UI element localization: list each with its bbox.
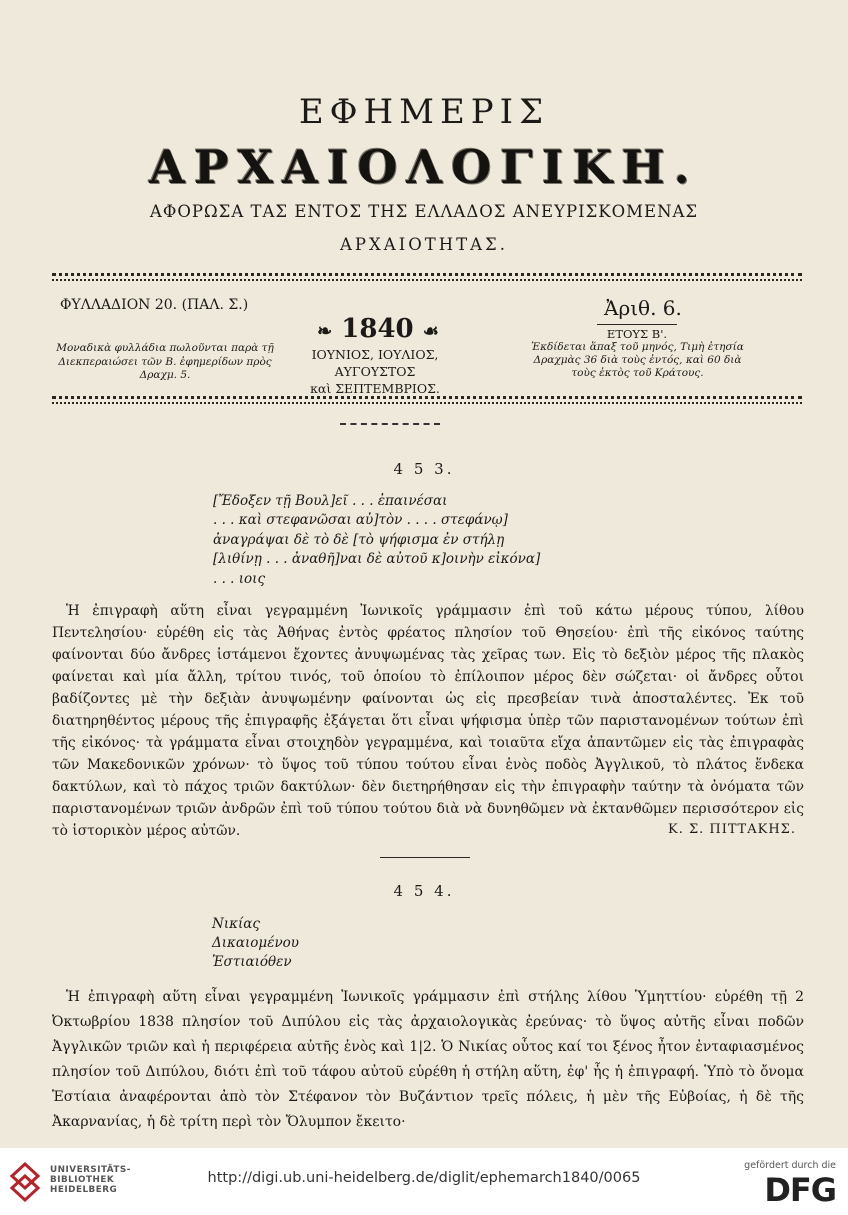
commentary-453-text: Ἡ ἐπιγραφὴ αὕτη εἶναι γεγραμμένη Ἰωνικοῖς γράμμασιν ἐπὶ τοῦ κάτω μέρους τύπου, λίθου Πεντελησίου· εὑρέθη εἰς τὰς Ἀθήνας ἐντὸς φρέατος πλησίον τοῦ Θησείου· ἐπὶ τῆς εἰκόνος ταύτης φαίνονται δύο ἄνδρες ἱστάμενοι ἔχοντες ἀνυψωμένας τὰς χεῖρας των. Εἰς τὸ δεξιὸν μέρος τῆς πλακὸς φαίνεται καὶ μία ἄλλη, τρίτου τινός, τοῦ ὁποίου τὸ ἐπίλοιπον μέρος δὲν σώζεται· οἱ ἄνδρες οὗτοι βαδίζοντες μὲ τὴν δεξιὰν ἀνυψωμένην φαίνονται ὡς εἰς πρεσβείαν τινὰ ἀποσταλέντες. Ἐκ τοῦ διατηρηθέντος μέρους τῆς ἐπιγραφῆς ἐξάγεται ὅτι εἶναι ψήφισμα ὑπὲρ τῶν παριστανομένων τούτων ἐπὶ τῆς εἰκόνος· τὰ γράμματα εἶναι στοιχηδὸν γεγραμμένα, καὶ τοιαῦτα εἴχα ἀπαντῶμεν εἰς τὰς ἐπιγραφὰς τῶν Μακεδονικῶν χρόνων· τὸ ὕψος τοῦ τύπου τούτου εἶναι ἑνὸς ποδὸς Ἀγγλικοῦ, τὸ πλάτος ἕνδεκα δακτύλων, καὶ τὸ πάχος τριῶν δακτύλων· δὲν διετηρήθησαν εἰς τὴν ἐπιγραφὴν ταύτην τὰ ὀνόματα τῶν παριστανομένων τριῶν ἀνδρῶν ἐπὶ τοῦ τύπου τούτου διὰ νὰ δυνηθῶμεν νὰ ἐκτανθῶμεν περισσότερον εἰς τὸ ἱστορικὸν μέρος αὐτῶν. [52, 603, 804, 839]
inscription-line: [λιθίνῃ . . . ἀναθῆ]ναι δὲ αὐτοῦ κ]οινὴν εἰκόνα] [213, 551, 541, 568]
issue-number: Ἀριθ. 6. [604, 296, 682, 320]
ornamental-rule [340, 423, 440, 429]
dotted-divider-bottom [52, 396, 802, 399]
inscription-453 [213, 492, 540, 589]
right-ornament-icon: ☙ [422, 321, 439, 342]
dotted-divider-bottom-2 [52, 402, 802, 404]
inscription-line: [Ἔδοξεν τῇ Βουλ]εῖ . . . ἐπαινέσαι [213, 493, 448, 509]
library-name-line: HEIDELBERG [50, 1185, 118, 1195]
viewer-footer [0, 1148, 848, 1215]
dotted-divider-top [52, 273, 802, 276]
permalink-url[interactable]: http://digi.ub.uni-heidelberg.de/diglit/ephemarch1840/0065 [207, 1170, 641, 1186]
inscription-name: Νικίας [212, 916, 260, 932]
commentary-454-text: Ἡ ἐπιγραφὴ αὕτη εἶναι γεγραμμένη Ἰωνικοῖς γράμμασιν ἐπὶ στήλης λίθου Ὑμηττίου· εὑρέθη τῇ 2 Ὀκτωβρίου 1838 πλησίον τοῦ Διπύλου εἰς τὰς ἀρχαιολογικὰς ἐρεύνας· τὸ ὕψος αὐτῆς εἶναι ποδῶν Ἀγγλικῶν τριῶν καὶ ἡ περιφέρεια αὐτῆς ἑνὸς καὶ 1|2. Ὁ Νικίας οὗτος καί τοι ξένος ἦτον ἐνταφιασμένος πλησίον τοῦ Διπύλου, διότι ἐπὶ τοῦ τάφου αὐτοῦ εὑρέθη ἡ στήλη αὕτη, ἐφ' ἧς ἡ ἐπιγραφή. Ὑπὸ τὸ ὄνομα Ἑστίαια ἀναφέρονται ἀπὸ τὸν Στέφανον τὸν Βυζάντιον τρεῖς πόλεις, ἡ μὲν τῆς Εὐβοίας, ἡ δὲ τῆς Ἀκαρνανίας, ἡ δὲ τρίτη περὶ τὸν Ὄλυμπον ἔκειτο· [52, 989, 804, 1130]
year-of-publication: ΕΤΟΥΣ Β'. [597, 324, 677, 341]
inscription-line: . . . ιοις [213, 570, 266, 587]
masthead-line-1: ΑΦΟΡΩΣΑ ΤΑΣ ΕΝΤΟΣ ΤΗΣ ΕΛΛΑΔΟΣ ΑΝΕΥΡΙΣΚΟΜΕΝΑΣ [149, 202, 699, 221]
year: 1840 [341, 314, 414, 344]
section-number-453: 4 5 3. [393, 460, 455, 478]
inscription-name: Δικαιομένου [212, 935, 299, 951]
commentary-453 [52, 600, 804, 842]
inscription-line: . . . καὶ στεφανῶσαι αὐ]τὸν . . . . στεφάνῳ] [213, 512, 508, 529]
fylladion-label: ΦΥΛΛΑΔΙΟΝ 20. (ΠΑΛ. Σ.) [60, 297, 249, 313]
inscription-454 [212, 915, 299, 972]
right-note: Ἐκδίδεται ἅπαξ τοῦ μηνός, Τιμὴ ἐτησία Δραχμὰς 36 διὰ τοὺς ἐντός, καὶ 60 διὰ τοὺς ἐκτὸς τοῦ Κράτους. [531, 341, 744, 379]
dotted-divider-top-2 [52, 279, 802, 281]
months-line-2: καὶ ΣΕΠΤΕΜΒΡΙΟΣ. [310, 381, 440, 396]
library-name-line: UNIVERSITÄTS- [50, 1165, 131, 1175]
dfg-logo[interactable]: DFG [764, 1171, 836, 1209]
year-block [288, 314, 468, 344]
inscription-name: Ἐστιαιόθεν [212, 954, 292, 970]
author-signature: Κ. Σ. ΠΙΤΤΑΚΗΣ. [667, 822, 796, 837]
masthead-line-2: ΑΡΧΑΙΟΤΗΤΑΣ. [340, 235, 508, 254]
library-name-line: BIBLIOTHEK [50, 1175, 115, 1185]
masthead-subtitle: ΑΡΧΑΙΟΛΟΓΙΚΗ. [149, 140, 699, 194]
section-rule [380, 857, 470, 858]
funded-by-label: gefördert durch die [744, 1160, 836, 1171]
section-number-454: 4 5 4. [393, 882, 455, 900]
months [270, 346, 480, 397]
months-line-1: ΙΟΥΝΙΟΣ, ΙΟΥΛΙΟΣ, ΑΥΓΟΥΣΤΟΣ [311, 347, 439, 379]
inscription-line: ἀναγράψαι δὲ τὸ δὲ [τὸ ψήφισμα ἐν στήλῃ [213, 531, 505, 548]
masthead-title: ΕΦΗΜΕΡΙΣ [298, 92, 550, 132]
left-note: Μοναδικὰ φυλλάδια πωλοῦνται παρὰ τῇ Διεκπεραιώσει τῶν Β. ἐφημερίδων πρὸς Δραχμ. 5. [56, 342, 274, 381]
left-ornament-icon: ❧ [317, 321, 333, 342]
commentary-454 [52, 985, 804, 1135]
